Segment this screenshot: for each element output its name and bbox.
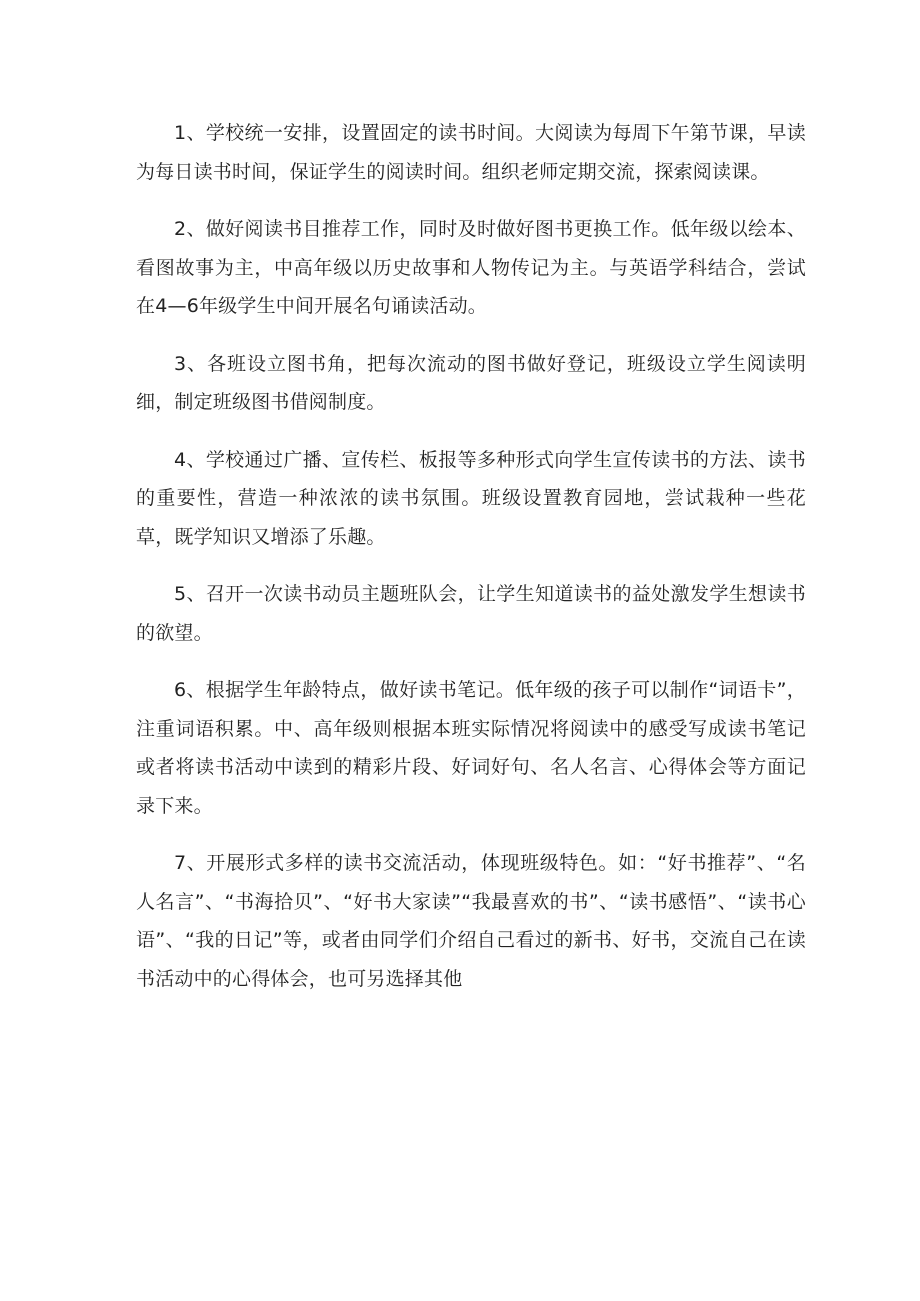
paragraph-6: 6、根据学生年龄特点，做好读书笔记。低年级的孩子可以制作“词语卡”，注重词语积累。中、高年级则根据本班实际情况将阅读中的感受写成读书笔记或者将读书活动中读到的精彩片段、好词好句、名人名言、心得体会等方面记录下来。 — [136, 679, 806, 817]
paragraph-3: 3、各班设立图书角，把每次流动的图书做好登记，班级设立学生阅读明细，制定班级图书借阅制度。 — [136, 352, 806, 413]
paragraph-2: 2、做好阅读书目推荐工作，同时及时做好图书更换工作。低年级以绘本、看图故事为主，中高年级以历史故事和人物传记为主。与英语学科结合，尝试在4—6年级学生中间开展名句诵读活动。 — [136, 218, 806, 317]
paragraph-4: 4、学校通过广播、宣传栏、板报等多种形式向学生宣传读书的方法、读书的重要性，营造一种浓浓的读书氛围。班级设置教育园地，尝试栽种一些花草，既学知识又增添了乐趣。 — [136, 448, 806, 548]
paragraph-7: 7、开展形式多样的读书交流活动，体现班级特色。如：“好书推荐”、“名人名言”、“书海拾贝”、“好书大家读”“我最喜欢的书”、“读书感悟”、“读书心语”、“我的日记”等，或者由同学们介绍自己看过的新书、好书，交流自己在读书活动中的心得体会，也可另选择其他 — [136, 852, 806, 990]
paragraph-5: 5、召开一次读书动员主题班队会，让学生知道读书的益处激发学生想读书的欲望。 — [136, 583, 806, 644]
document-body — [136, 114, 806, 1017]
paragraph-1: 1、学校统一安排，设置固定的读书时间。大阅读为每周下午第节课，早读为每日读书时间，保证学生的阅读时间。组织老师定期交流，探索阅读课。 — [136, 122, 806, 183]
